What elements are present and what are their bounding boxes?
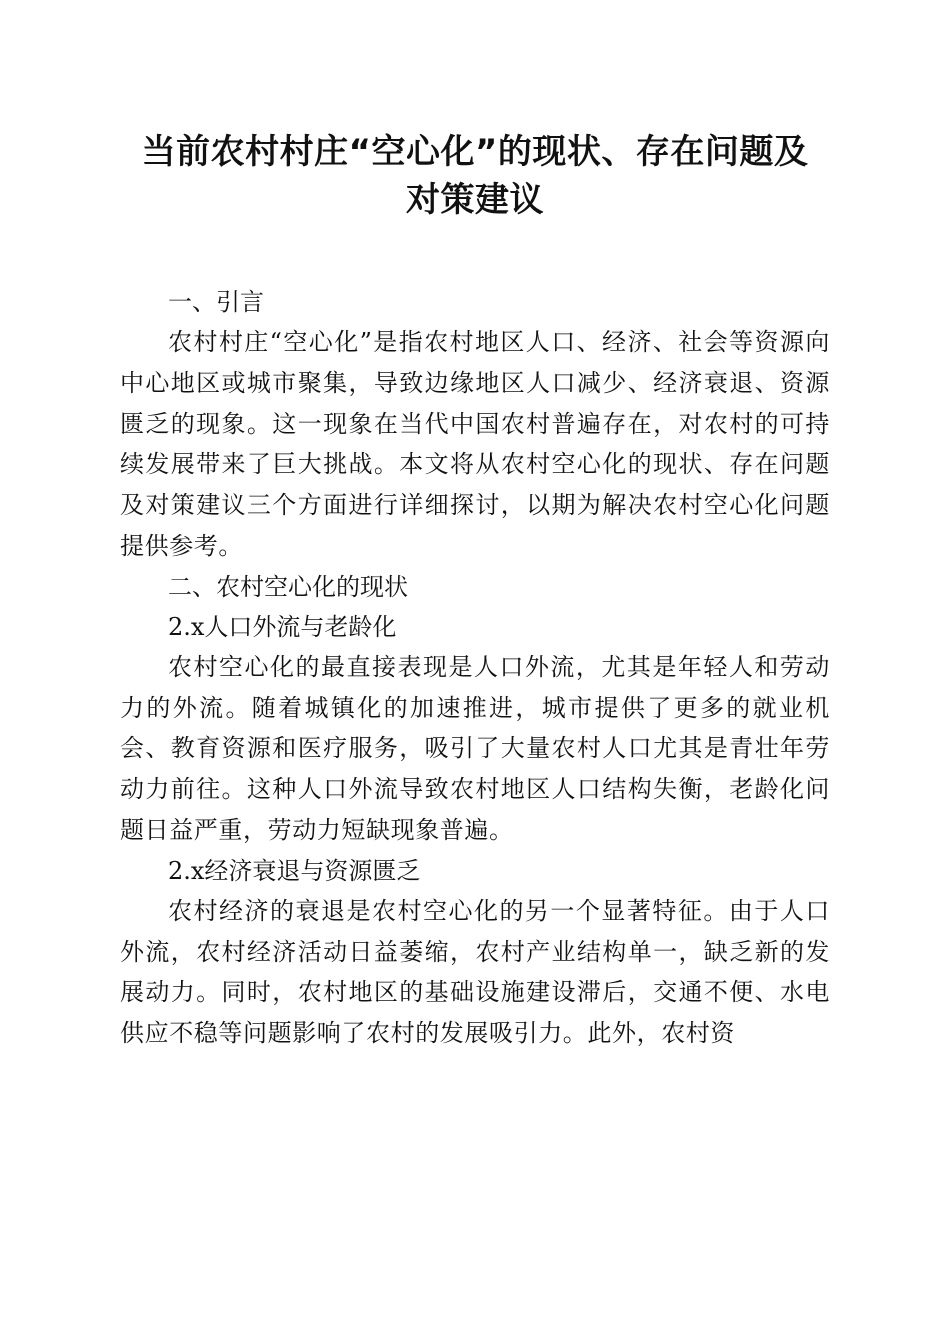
section-heading-status: 二、农村空心化的现状 (168, 572, 408, 601)
paragraph-population: 农村空心化的最直接表现是人口外流，尤其是年轻人和劳动力的外流。随着城镇化的加速推进，城市提供了更多的就业机会、教育资源和医疗服务，吸引了大量农村人口尤其是青壮年劳动力前往。这种人口外流导致农村地区人口结构失衡，老龄化问题日益严重，劳动力短缺现象普遍。 (120, 652, 830, 844)
title-line-1: 当前农村村庄“空心化”的现状、存在问题及 (141, 132, 809, 172)
subsection-heading-economy: 2.x经济衰退与资源匮乏 (168, 856, 421, 885)
subsection-heading-population: 2.x人口外流与老龄化 (168, 612, 397, 641)
paragraph-economy: 农村经济的衰退是农村空心化的另一个显著特征。由于人口外流，农村经济活动日益萎缩，农村产业结构单一，缺乏新的发展动力。同时，农村地区的基础设施建设滞后，交通不便、水电供应不稳等问题影响了农村的发展吸引力。此外，农村资 (120, 896, 830, 1048)
document-title (120, 128, 830, 224)
document-page (120, 128, 830, 1054)
title-line-2: 对策建议 (406, 180, 544, 220)
paragraph-intro: 农村村庄“空心化”是指农村地区人口、经济、社会等资源向中心地区或城市聚集，导致边缘地区人口减少、经济衰退、资源匮乏的现象。这一现象在当代中国农村普遍存在，对农村的可持续发展带来了巨大挑战。本文将从农村空心化的现状、存在问题及对策建议三个方面进行详细探讨，以期为解决农村空心化问题提供参考。 (120, 328, 830, 560)
section-heading-intro: 一、引言 (168, 288, 264, 316)
